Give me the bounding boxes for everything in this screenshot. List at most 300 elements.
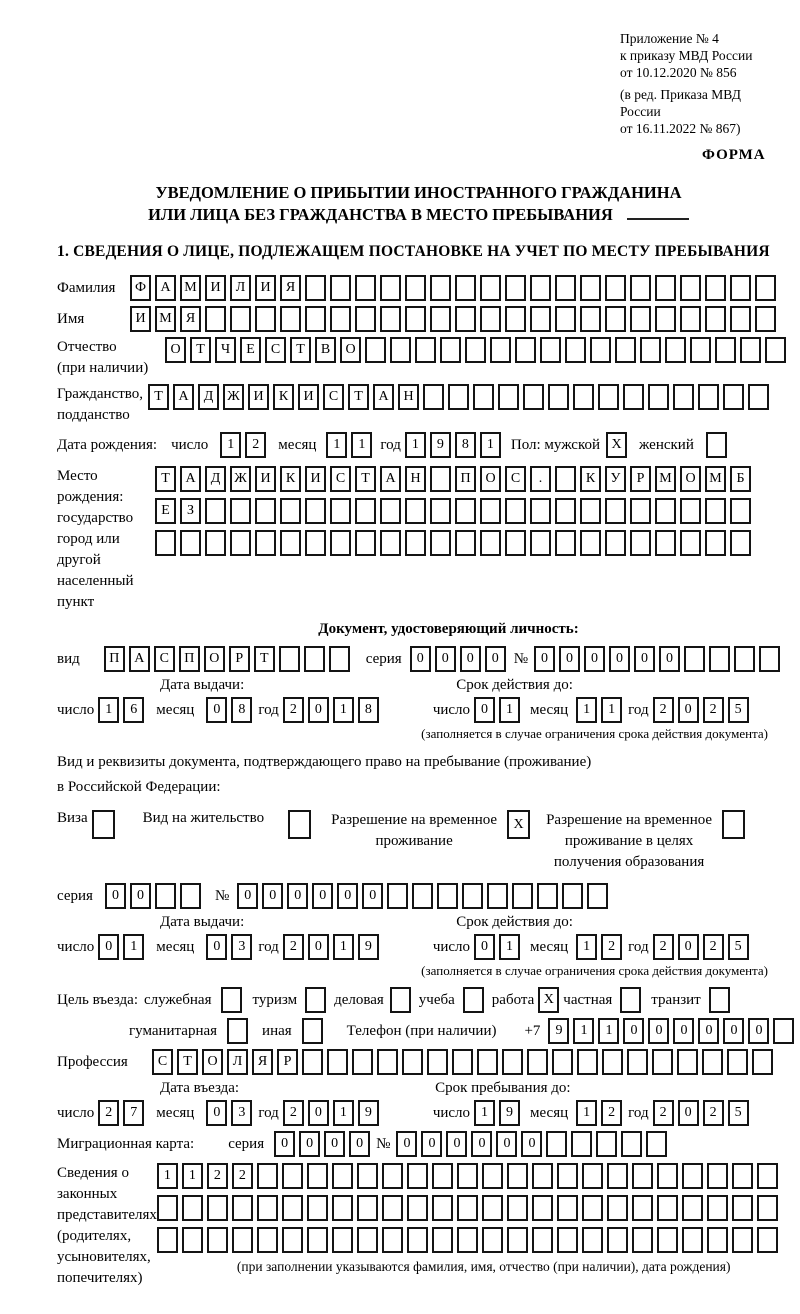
form-cell[interactable] <box>365 337 386 363</box>
form-cell[interactable] <box>205 306 226 332</box>
form-cell[interactable]: 7 <box>123 1100 144 1126</box>
form-cell[interactable]: 0 <box>337 883 358 909</box>
form-cell[interactable] <box>773 1018 794 1044</box>
form-cell[interactable] <box>387 883 408 909</box>
form-cell[interactable]: И <box>205 275 226 301</box>
form-cell[interactable] <box>155 530 176 556</box>
form-cell[interactable] <box>462 883 483 909</box>
form-cell[interactable] <box>207 1195 228 1221</box>
form-cell[interactable] <box>632 1227 653 1253</box>
form-cell[interactable] <box>532 1195 553 1221</box>
form-cell[interactable]: 0 <box>534 646 555 672</box>
form-cell[interactable]: Р <box>630 466 651 492</box>
form-cell[interactable]: Я <box>280 275 301 301</box>
form-cell[interactable]: Т <box>177 1049 198 1075</box>
form-cell[interactable] <box>598 384 619 410</box>
form-cell[interactable] <box>527 1049 548 1075</box>
form-cell[interactable] <box>740 337 761 363</box>
form-cell[interactable] <box>415 337 436 363</box>
form-cell[interactable]: 0 <box>673 1018 694 1044</box>
form-cell[interactable] <box>412 883 433 909</box>
form-cell[interactable] <box>757 1163 778 1189</box>
form-cell[interactable] <box>709 646 730 672</box>
form-cell[interactable] <box>307 1163 328 1189</box>
form-cell[interactable] <box>255 498 276 524</box>
form-cell[interactable] <box>682 1195 703 1221</box>
form-cell[interactable]: 2 <box>601 934 622 960</box>
temp-permit-checkbox[interactable] <box>507 810 530 839</box>
form-cell[interactable]: 8 <box>358 697 379 723</box>
form-cell[interactable] <box>673 384 694 410</box>
form-cell[interactable] <box>690 337 711 363</box>
form-cell[interactable]: А <box>180 466 201 492</box>
form-cell[interactable] <box>580 498 601 524</box>
form-cell[interactable] <box>282 1163 303 1189</box>
form-cell[interactable] <box>257 1227 278 1253</box>
form-cell[interactable] <box>565 337 586 363</box>
sex-male-checkbox[interactable] <box>606 432 627 458</box>
form-cell[interactable] <box>230 530 251 556</box>
visa-checkbox[interactable] <box>92 810 115 839</box>
form-cell[interactable] <box>680 530 701 556</box>
form-cell[interactable] <box>330 498 351 524</box>
form-cell[interactable] <box>555 466 576 492</box>
form-cell[interactable]: О <box>340 337 361 363</box>
form-cell[interactable] <box>532 1163 553 1189</box>
form-cell[interactable] <box>605 498 626 524</box>
form-cell[interactable] <box>430 306 451 332</box>
form-cell[interactable]: 1 <box>405 432 426 458</box>
form-cell[interactable] <box>332 1227 353 1253</box>
form-cell[interactable] <box>655 530 676 556</box>
form-cell[interactable] <box>457 1227 478 1253</box>
form-cell[interactable] <box>765 337 786 363</box>
form-cell[interactable] <box>602 1049 623 1075</box>
form-cell[interactable] <box>257 1163 278 1189</box>
form-cell[interactable] <box>302 1018 323 1044</box>
form-cell[interactable]: 0 <box>105 883 126 909</box>
form-cell[interactable]: 2 <box>601 1100 622 1126</box>
form-cell[interactable] <box>512 883 533 909</box>
form-cell[interactable] <box>680 275 701 301</box>
purpose-private-checkbox[interactable] <box>620 987 641 1013</box>
form-cell[interactable]: 6 <box>123 697 144 723</box>
form-cell[interactable] <box>330 530 351 556</box>
form-cell[interactable] <box>423 384 444 410</box>
phone-cells[interactable] <box>548 1018 794 1044</box>
form-cell[interactable] <box>407 1227 428 1253</box>
form-cell[interactable] <box>655 275 676 301</box>
form-cell[interactable]: 1 <box>123 934 144 960</box>
form-cell[interactable]: А <box>373 384 394 410</box>
form-cell[interactable] <box>498 384 519 410</box>
form-cell[interactable]: 1 <box>480 432 501 458</box>
form-cell[interactable]: Л <box>230 275 251 301</box>
form-cell[interactable] <box>557 1195 578 1221</box>
form-cell[interactable] <box>232 1195 253 1221</box>
form-cell[interactable]: 1 <box>576 934 597 960</box>
form-cell[interactable]: Т <box>155 466 176 492</box>
form-cell[interactable] <box>657 1227 678 1253</box>
form-cell[interactable] <box>382 1227 403 1253</box>
edu-permit-checkbox[interactable] <box>722 810 745 839</box>
form-cell[interactable] <box>407 1195 428 1221</box>
form-cell[interactable] <box>705 498 726 524</box>
form-cell[interactable] <box>505 275 526 301</box>
form-cell[interactable] <box>507 1227 528 1253</box>
form-cell[interactable] <box>355 306 376 332</box>
form-cell[interactable] <box>280 530 301 556</box>
form-cell[interactable]: Ж <box>223 384 244 410</box>
form-cell[interactable] <box>327 1049 348 1075</box>
form-cell[interactable] <box>630 306 651 332</box>
form-cell[interactable]: 1 <box>351 432 372 458</box>
form-cell[interactable] <box>405 498 426 524</box>
form-cell[interactable] <box>455 306 476 332</box>
form-cell[interactable] <box>355 275 376 301</box>
form-cell[interactable] <box>530 306 551 332</box>
form-cell[interactable]: 0 <box>659 646 680 672</box>
form-cell[interactable] <box>390 337 411 363</box>
form-cell[interactable] <box>707 1163 728 1189</box>
form-cell[interactable] <box>405 275 426 301</box>
form-cell[interactable]: 0 <box>521 1131 542 1157</box>
form-cell[interactable] <box>230 498 251 524</box>
form-cell[interactable]: Т <box>355 466 376 492</box>
form-cell[interactable]: Д <box>198 384 219 410</box>
form-cell[interactable] <box>430 498 451 524</box>
form-cell[interactable] <box>473 384 494 410</box>
form-cell[interactable] <box>221 987 242 1013</box>
form-cell[interactable]: 2 <box>653 1100 674 1126</box>
form-cell[interactable] <box>332 1195 353 1221</box>
form-cell[interactable]: 5 <box>728 934 749 960</box>
form-cell[interactable] <box>457 1195 478 1221</box>
form-cell[interactable] <box>455 530 476 556</box>
form-cell[interactable] <box>630 530 651 556</box>
form-cell[interactable] <box>480 275 501 301</box>
form-cell[interactable] <box>380 498 401 524</box>
form-cell[interactable]: 0 <box>410 646 431 672</box>
form-cell[interactable]: 8 <box>455 432 476 458</box>
form-cell[interactable] <box>280 306 301 332</box>
form-cell[interactable]: М <box>180 275 201 301</box>
form-cell[interactable] <box>482 1227 503 1253</box>
form-cell[interactable]: 2 <box>653 934 674 960</box>
form-cell[interactable] <box>329 646 350 672</box>
form-cell[interactable] <box>282 1227 303 1253</box>
purpose-study-checkbox[interactable] <box>463 987 484 1013</box>
form-cell[interactable] <box>255 306 276 332</box>
form-cell[interactable] <box>757 1227 778 1253</box>
form-cell[interactable]: 9 <box>499 1100 520 1126</box>
form-cell[interactable]: Б <box>730 466 751 492</box>
form-cell[interactable] <box>555 498 576 524</box>
form-cell[interactable]: 3 <box>231 1100 252 1126</box>
form-cell[interactable]: 2 <box>703 697 724 723</box>
form-cell[interactable]: 9 <box>358 934 379 960</box>
form-cell[interactable] <box>646 1131 667 1157</box>
form-cell[interactable] <box>732 1195 753 1221</box>
form-cell[interactable] <box>302 1049 323 1075</box>
form-cell[interactable] <box>402 1049 423 1075</box>
form-cell[interactable]: С <box>330 466 351 492</box>
form-cell[interactable] <box>755 306 776 332</box>
form-cell[interactable] <box>380 275 401 301</box>
form-cell[interactable]: 8 <box>231 697 252 723</box>
form-cell[interactable] <box>330 306 351 332</box>
form-cell[interactable] <box>748 384 769 410</box>
form-cell[interactable] <box>702 1049 723 1075</box>
form-cell[interactable]: И <box>255 275 276 301</box>
form-cell[interactable]: О <box>165 337 186 363</box>
form-cell[interactable]: 0 <box>678 934 699 960</box>
form-cell[interactable]: Т <box>348 384 369 410</box>
form-cell[interactable] <box>382 1195 403 1221</box>
form-cell[interactable]: 1 <box>499 697 520 723</box>
form-cell[interactable] <box>627 1049 648 1075</box>
form-cell[interactable] <box>288 810 311 839</box>
form-cell[interactable] <box>705 530 726 556</box>
form-cell[interactable] <box>480 498 501 524</box>
form-cell[interactable] <box>555 530 576 556</box>
form-cell[interactable] <box>684 646 705 672</box>
form-cell[interactable]: О <box>202 1049 223 1075</box>
form-cell[interactable] <box>709 987 730 1013</box>
form-cell[interactable] <box>490 337 511 363</box>
form-cell[interactable] <box>304 646 325 672</box>
form-cell[interactable] <box>582 1195 603 1221</box>
form-cell[interactable] <box>505 530 526 556</box>
form-cell[interactable] <box>382 1163 403 1189</box>
form-cell[interactable] <box>230 306 251 332</box>
form-cell[interactable] <box>655 498 676 524</box>
form-cell[interactable]: С <box>152 1049 173 1075</box>
form-cell[interactable]: 0 <box>485 646 506 672</box>
form-cell[interactable] <box>523 384 544 410</box>
form-cell[interactable]: 0 <box>634 646 655 672</box>
form-cell[interactable]: К <box>280 466 301 492</box>
form-cell[interactable]: 1 <box>499 934 520 960</box>
form-cell[interactable]: Е <box>240 337 261 363</box>
form-cell[interactable] <box>587 883 608 909</box>
form-cell[interactable] <box>530 275 551 301</box>
form-cell[interactable]: П <box>179 646 200 672</box>
form-cell[interactable]: С <box>154 646 175 672</box>
form-cell[interactable] <box>555 275 576 301</box>
form-cell[interactable] <box>682 1227 703 1253</box>
form-cell[interactable]: М <box>705 466 726 492</box>
form-cell[interactable]: 1 <box>573 1018 594 1044</box>
form-cell[interactable] <box>723 384 744 410</box>
form-cell[interactable] <box>705 306 726 332</box>
form-cell[interactable]: И <box>305 466 326 492</box>
form-cell[interactable]: В <box>315 337 336 363</box>
form-cell[interactable] <box>732 1163 753 1189</box>
form-cell[interactable]: Ж <box>230 466 251 492</box>
form-cell[interactable]: 0 <box>474 697 495 723</box>
form-cell[interactable] <box>465 337 486 363</box>
form-cell[interactable] <box>707 1227 728 1253</box>
form-cell[interactable] <box>505 306 526 332</box>
form-cell[interactable]: 2 <box>703 934 724 960</box>
form-cell[interactable] <box>562 883 583 909</box>
form-cell[interactable] <box>605 306 626 332</box>
form-cell[interactable] <box>307 1227 328 1253</box>
form-cell[interactable] <box>452 1049 473 1075</box>
form-cell[interactable]: С <box>505 466 526 492</box>
form-cell[interactable]: 0 <box>349 1131 370 1157</box>
form-cell[interactable] <box>607 1163 628 1189</box>
form-cell[interactable]: 0 <box>435 646 456 672</box>
form-cell[interactable]: Т <box>254 646 275 672</box>
form-cell[interactable]: 0 <box>206 1100 227 1126</box>
form-cell[interactable] <box>577 1049 598 1075</box>
form-cell[interactable] <box>607 1227 628 1253</box>
form-cell[interactable] <box>630 498 651 524</box>
form-cell[interactable] <box>305 987 326 1013</box>
form-cell[interactable] <box>657 1163 678 1189</box>
form-cell[interactable] <box>487 883 508 909</box>
form-cell[interactable]: Т <box>190 337 211 363</box>
form-cell[interactable]: 2 <box>283 697 304 723</box>
form-cell[interactable] <box>759 646 780 672</box>
form-cell[interactable]: X <box>538 987 559 1013</box>
form-cell[interactable]: С <box>323 384 344 410</box>
form-cell[interactable]: Н <box>405 466 426 492</box>
form-cell[interactable] <box>307 1195 328 1221</box>
form-cell[interactable] <box>330 275 351 301</box>
form-cell[interactable] <box>463 987 484 1013</box>
form-cell[interactable]: И <box>248 384 269 410</box>
form-cell[interactable] <box>380 530 401 556</box>
form-cell[interactable] <box>352 1049 373 1075</box>
purpose-work-checkbox[interactable] <box>538 987 559 1013</box>
form-cell[interactable]: 0 <box>206 934 227 960</box>
form-cell[interactable]: Л <box>227 1049 248 1075</box>
form-cell[interactable] <box>557 1227 578 1253</box>
form-cell[interactable] <box>590 337 611 363</box>
form-cell[interactable]: О <box>204 646 225 672</box>
form-cell[interactable]: А <box>173 384 194 410</box>
form-cell[interactable] <box>455 498 476 524</box>
form-cell[interactable]: 1 <box>474 1100 495 1126</box>
form-cell[interactable] <box>582 1227 603 1253</box>
form-cell[interactable] <box>540 337 561 363</box>
form-cell[interactable] <box>530 530 551 556</box>
form-cell[interactable] <box>555 306 576 332</box>
form-cell[interactable]: 0 <box>446 1131 467 1157</box>
form-cell[interactable]: 1 <box>601 697 622 723</box>
title-blank-underline[interactable] <box>627 204 689 220</box>
form-cell[interactable]: 0 <box>324 1131 345 1157</box>
sex-female-checkbox[interactable] <box>706 432 727 458</box>
form-cell[interactable] <box>557 1163 578 1189</box>
form-cell[interactable] <box>430 530 451 556</box>
form-cell[interactable] <box>705 275 726 301</box>
form-cell[interactable] <box>405 306 426 332</box>
form-cell[interactable]: А <box>129 646 150 672</box>
form-cell[interactable]: А <box>380 466 401 492</box>
form-cell[interactable]: 0 <box>678 1100 699 1126</box>
form-cell[interactable] <box>357 1163 378 1189</box>
form-cell[interactable]: 0 <box>421 1131 442 1157</box>
form-cell[interactable] <box>180 530 201 556</box>
form-cell[interactable] <box>730 498 751 524</box>
form-cell[interactable] <box>155 883 176 909</box>
form-cell[interactable] <box>640 337 661 363</box>
form-cell[interactable] <box>623 384 644 410</box>
form-cell[interactable] <box>502 1049 523 1075</box>
form-cell[interactable] <box>680 306 701 332</box>
form-cell[interactable]: К <box>580 466 601 492</box>
form-cell[interactable] <box>734 646 755 672</box>
form-cell[interactable] <box>632 1163 653 1189</box>
form-cell[interactable] <box>665 337 686 363</box>
form-cell[interactable]: У <box>605 466 626 492</box>
form-cell[interactable] <box>432 1195 453 1221</box>
form-cell[interactable] <box>305 498 326 524</box>
form-cell[interactable] <box>430 275 451 301</box>
form-cell[interactable] <box>648 384 669 410</box>
form-cell[interactable] <box>677 1049 698 1075</box>
form-cell[interactable] <box>706 432 727 458</box>
form-cell[interactable] <box>232 1227 253 1253</box>
form-cell[interactable] <box>530 498 551 524</box>
form-cell[interactable] <box>357 1227 378 1253</box>
form-cell[interactable] <box>157 1195 178 1221</box>
form-cell[interactable]: И <box>255 466 276 492</box>
form-cell[interactable]: П <box>104 646 125 672</box>
form-cell[interactable] <box>722 810 745 839</box>
form-cell[interactable] <box>257 1195 278 1221</box>
form-cell[interactable]: 0 <box>308 934 329 960</box>
form-cell[interactable] <box>355 498 376 524</box>
form-cell[interactable] <box>657 1195 678 1221</box>
form-cell[interactable] <box>537 883 558 909</box>
form-cell[interactable] <box>477 1049 498 1075</box>
form-cell[interactable]: О <box>480 466 501 492</box>
form-cell[interactable]: З <box>180 498 201 524</box>
form-cell[interactable]: Ч <box>215 337 236 363</box>
form-cell[interactable]: И <box>298 384 319 410</box>
form-cell[interactable] <box>730 306 751 332</box>
form-cell[interactable]: 1 <box>576 1100 597 1126</box>
form-cell[interactable] <box>582 1163 603 1189</box>
form-cell[interactable]: С <box>265 337 286 363</box>
purpose-humanitarian-checkbox[interactable] <box>227 1018 248 1044</box>
purpose-tourism-checkbox[interactable] <box>305 987 326 1013</box>
form-cell[interactable]: 0 <box>299 1131 320 1157</box>
form-cell[interactable]: 0 <box>308 697 329 723</box>
form-cell[interactable] <box>730 530 751 556</box>
form-cell[interactable] <box>548 384 569 410</box>
form-cell[interactable]: Я <box>180 306 201 332</box>
form-cell[interactable] <box>380 306 401 332</box>
form-cell[interactable]: 0 <box>698 1018 719 1044</box>
form-cell[interactable]: 0 <box>206 697 227 723</box>
form-cell[interactable]: 0 <box>287 883 308 909</box>
form-cell[interactable] <box>652 1049 673 1075</box>
form-cell[interactable] <box>505 498 526 524</box>
form-cell[interactable]: 3 <box>231 934 252 960</box>
form-cell[interactable]: 0 <box>723 1018 744 1044</box>
form-cell[interactable] <box>182 1227 203 1253</box>
form-cell[interactable]: 0 <box>396 1131 417 1157</box>
form-cell[interactable] <box>279 646 300 672</box>
form-cell[interactable] <box>615 337 636 363</box>
form-cell[interactable] <box>507 1195 528 1221</box>
